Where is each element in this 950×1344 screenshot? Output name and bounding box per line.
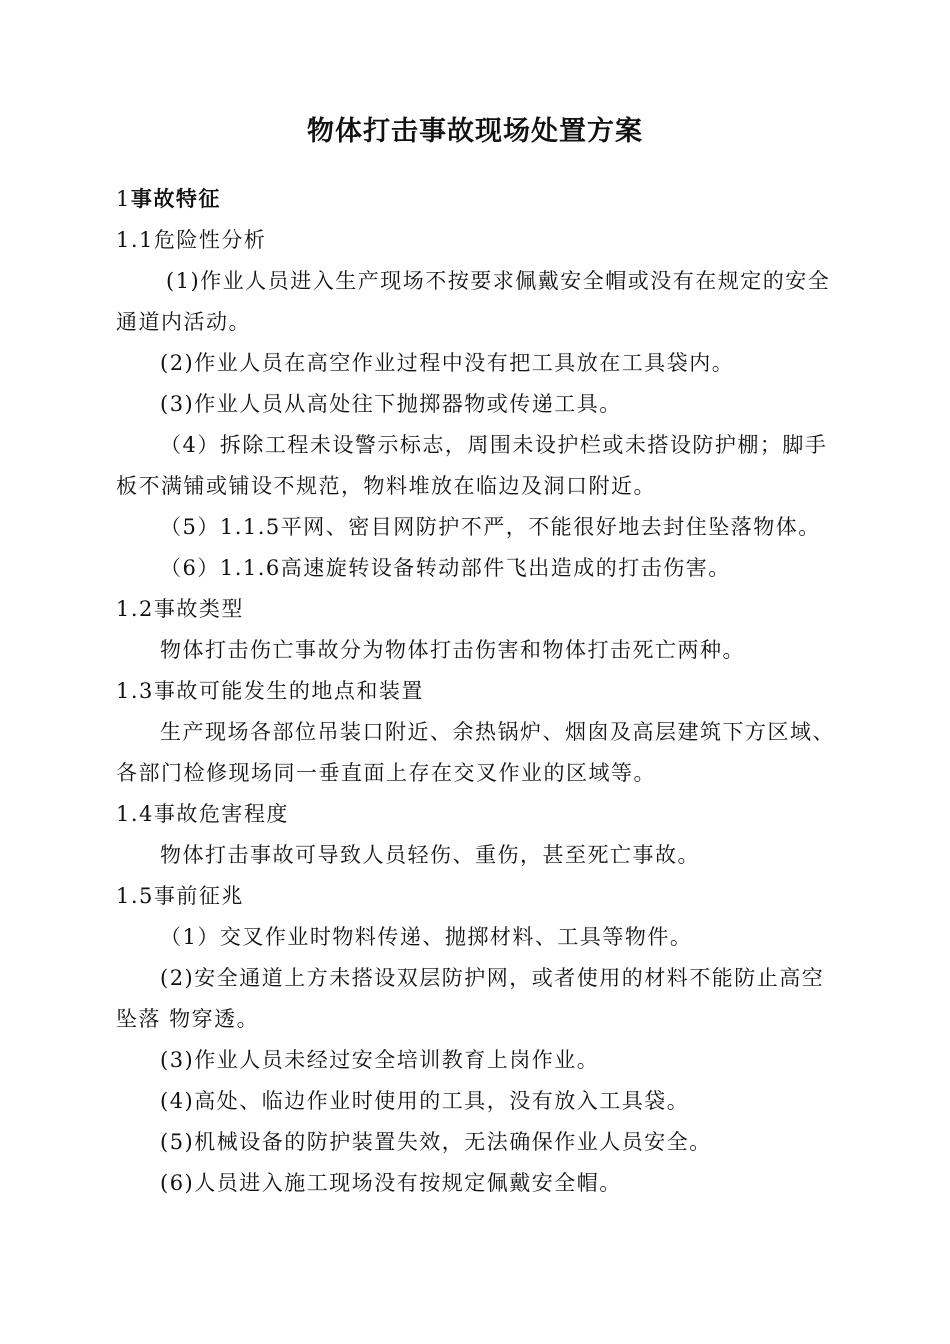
precursor-item-5: (5)机械设备的防护装置失效，无法确保作业人员安全。 [160, 1130, 712, 1154]
subsection-heading-1-2: 1.2事故类型 [116, 597, 244, 621]
hazard-item-3: (3)作业人员从高处往下抛掷器物或传递工具。 [160, 392, 622, 416]
subsection-heading-1-4: 1.4事故危害程度 [116, 802, 289, 826]
section-heading-1 [116, 178, 836, 220]
harm-degree-text: 物体打击事故可导致人员轻伤、重伤，甚至死亡事故。 [160, 843, 700, 867]
hazard-item-1: (1)作业人员进入生产现场不按要求佩戴安全帽或没有在规定的安全通道内活动。 [116, 269, 831, 334]
hazard-item-6: （6）1.1.6高速旋转设备转动部件飞出造成的打击伤害。 [160, 556, 731, 580]
section-number: 1 [116, 187, 131, 211]
accident-location-text: 生产现场各部位吊装口附近、余热锅炉、烟囱及高层建筑下方区域、各部门检修现场同一垂直面上存在交叉作业的区域等。 [116, 720, 835, 785]
document-body [116, 178, 836, 1204]
accident-type-text: 物体打击伤亡事故分为物体打击伤害和物体打击死亡两种。 [160, 638, 745, 662]
precursor-item-1: （1）交叉作业时物料传递、抛掷材料、工具等物件。 [160, 925, 693, 949]
section-title: 事故特征 [130, 186, 221, 211]
precursor-item-3: (3)作业人员未经过安全培训教育上岗作业。 [160, 1048, 600, 1072]
subsection-heading-1-3: 1.3事故可能发生的地点和装置 [116, 679, 424, 703]
subsection-heading-1-1: 1.1危险性分析 [116, 228, 267, 252]
hazard-item-2: (2)作业人员在高空作业过程中没有把工具放在工具袋内。 [160, 351, 735, 375]
precursor-item-6: (6)人员进入施工现场没有按规定佩戴安全帽。 [160, 1171, 622, 1195]
hazard-item-4: （4）拆除工程未设警示标志，周围未设护栏或未搭设防护棚；脚手板不满铺或铺设不规范，物料堆放在临边及洞口附近。 [116, 433, 828, 498]
hazard-item-5: （5）1.1.5平网、密目网防护不严，不能很好地去封住坠落物体。 [160, 515, 821, 539]
document-title: 物体打击事故现场处置方案 [307, 116, 643, 147]
subsection-heading-1-5: 1.5事前征兆 [116, 884, 244, 908]
precursor-item-4: (4)高处、临边作业时使用的工具，没有放入工具袋。 [160, 1089, 690, 1113]
precursor-item-2: (2)安全通道上方未搭设双层防护网，或者使用的材料不能防止高空坠落 物穿透。 [116, 966, 825, 1031]
